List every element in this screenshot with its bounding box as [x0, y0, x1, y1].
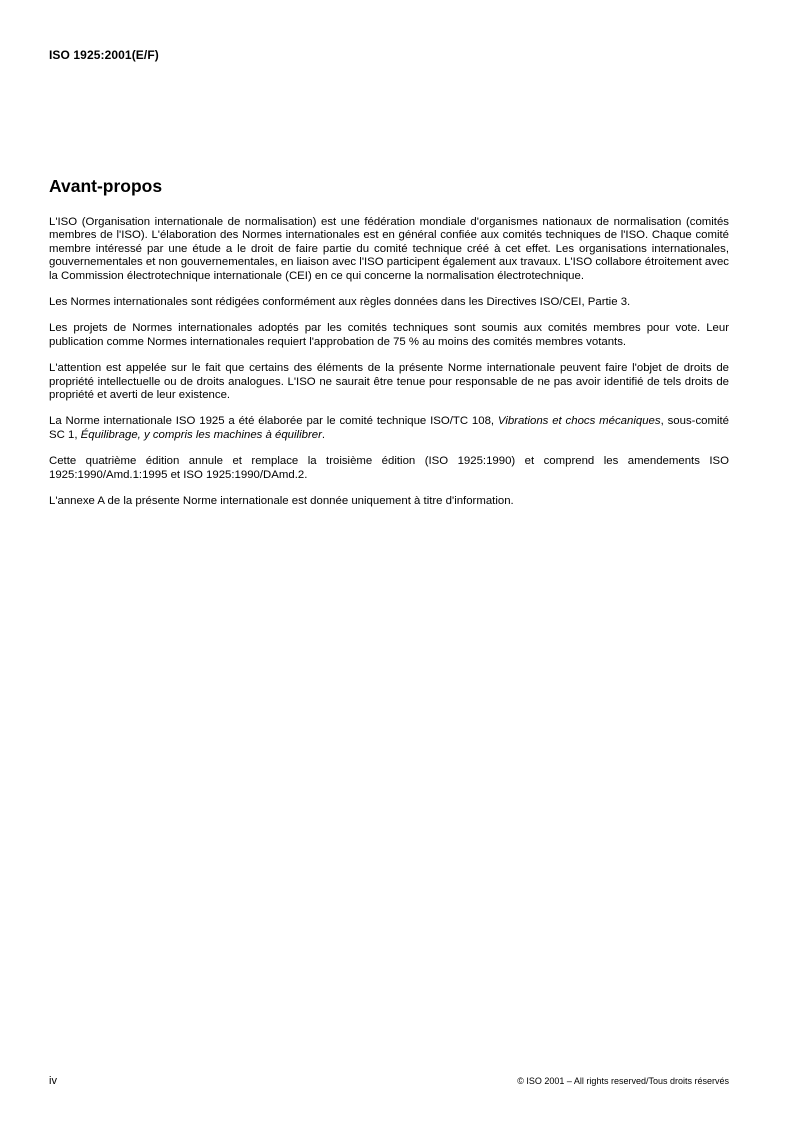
copyright-notice: © ISO 2001 – All rights reserved/Tous droits réservés: [517, 1076, 729, 1086]
subcommittee-title: Équilibrage, y compris les machines à équilibrer: [80, 428, 322, 441]
paragraph-committee: [49, 415, 729, 442]
paragraph-annex: L'annexe A de la présente Norme internationale est donnée uniquement à titre d'information.: [49, 495, 514, 508]
document-code: ISO 1925:2001(E/F): [49, 48, 159, 62]
committee-text-part3: .: [321, 428, 326, 441]
paragraph-voting: Les projets de Normes internationales adoptés par les comités techniques sont soumis aux comités membres pour vote. Leur publication comme Normes internationales requiert l'approbation de 75 % au moins des comités membres votants.: [49, 322, 729, 348]
page-number: iv: [49, 1075, 57, 1087]
paragraph-iso-organisation: L'ISO (Organisation internationale de normalisation) est une fédération mondiale d'organismes nationaux de normalisation (comités membres de l'ISO). L'élaboration des Normes internationales est en général confiée aux comités techniques de l'ISO. Chaque comité membre intéressé par une étude a le droit de faire partie du comité technique créé à cet effet. Les organisations internationales, gouvernementales et non gouvernementales, en liaison avec l'ISO participent également aux travaux. L'ISO collabore étroitement avec la Commission électrotechnique internationale (CEI) en ce qui concerne la normalisation électrotechnique.: [49, 216, 729, 282]
section-title: Avant-propos: [49, 176, 163, 196]
committee-text-part2: , sous-comité SC 1,: [49, 415, 729, 441]
paragraph-edition: Cette quatrième édition annule et remplace la troisième édition (ISO 1925:1990) et comprend les amendements ISO 1925:1990/Amd.1:1995 et ISO 1925:1990/DAmd.2.: [49, 455, 729, 481]
committee-title: Vibrations et chocs mécaniques: [497, 415, 661, 428]
foreword-body: [49, 216, 729, 522]
paragraph-patent-rights: L'attention est appelée sur le fait que certains des éléments de la présente Norme internationale peuvent faire l'objet de droits de propriété intellectuelle ou de droits analogues. L'ISO ne saurait être tenue pour responsable de ne pas avoir identifié de tels droits de propriété et averti de leur existence.: [49, 362, 729, 402]
paragraph-directives: Les Normes internationales sont rédigées conformément aux règles données dans les Directives ISO/CEI, Partie 3.: [49, 296, 631, 309]
committee-text-part1: La Norme internationale ISO 1925 a été élaborée par le comité technique ISO/TC 108,: [49, 415, 498, 428]
